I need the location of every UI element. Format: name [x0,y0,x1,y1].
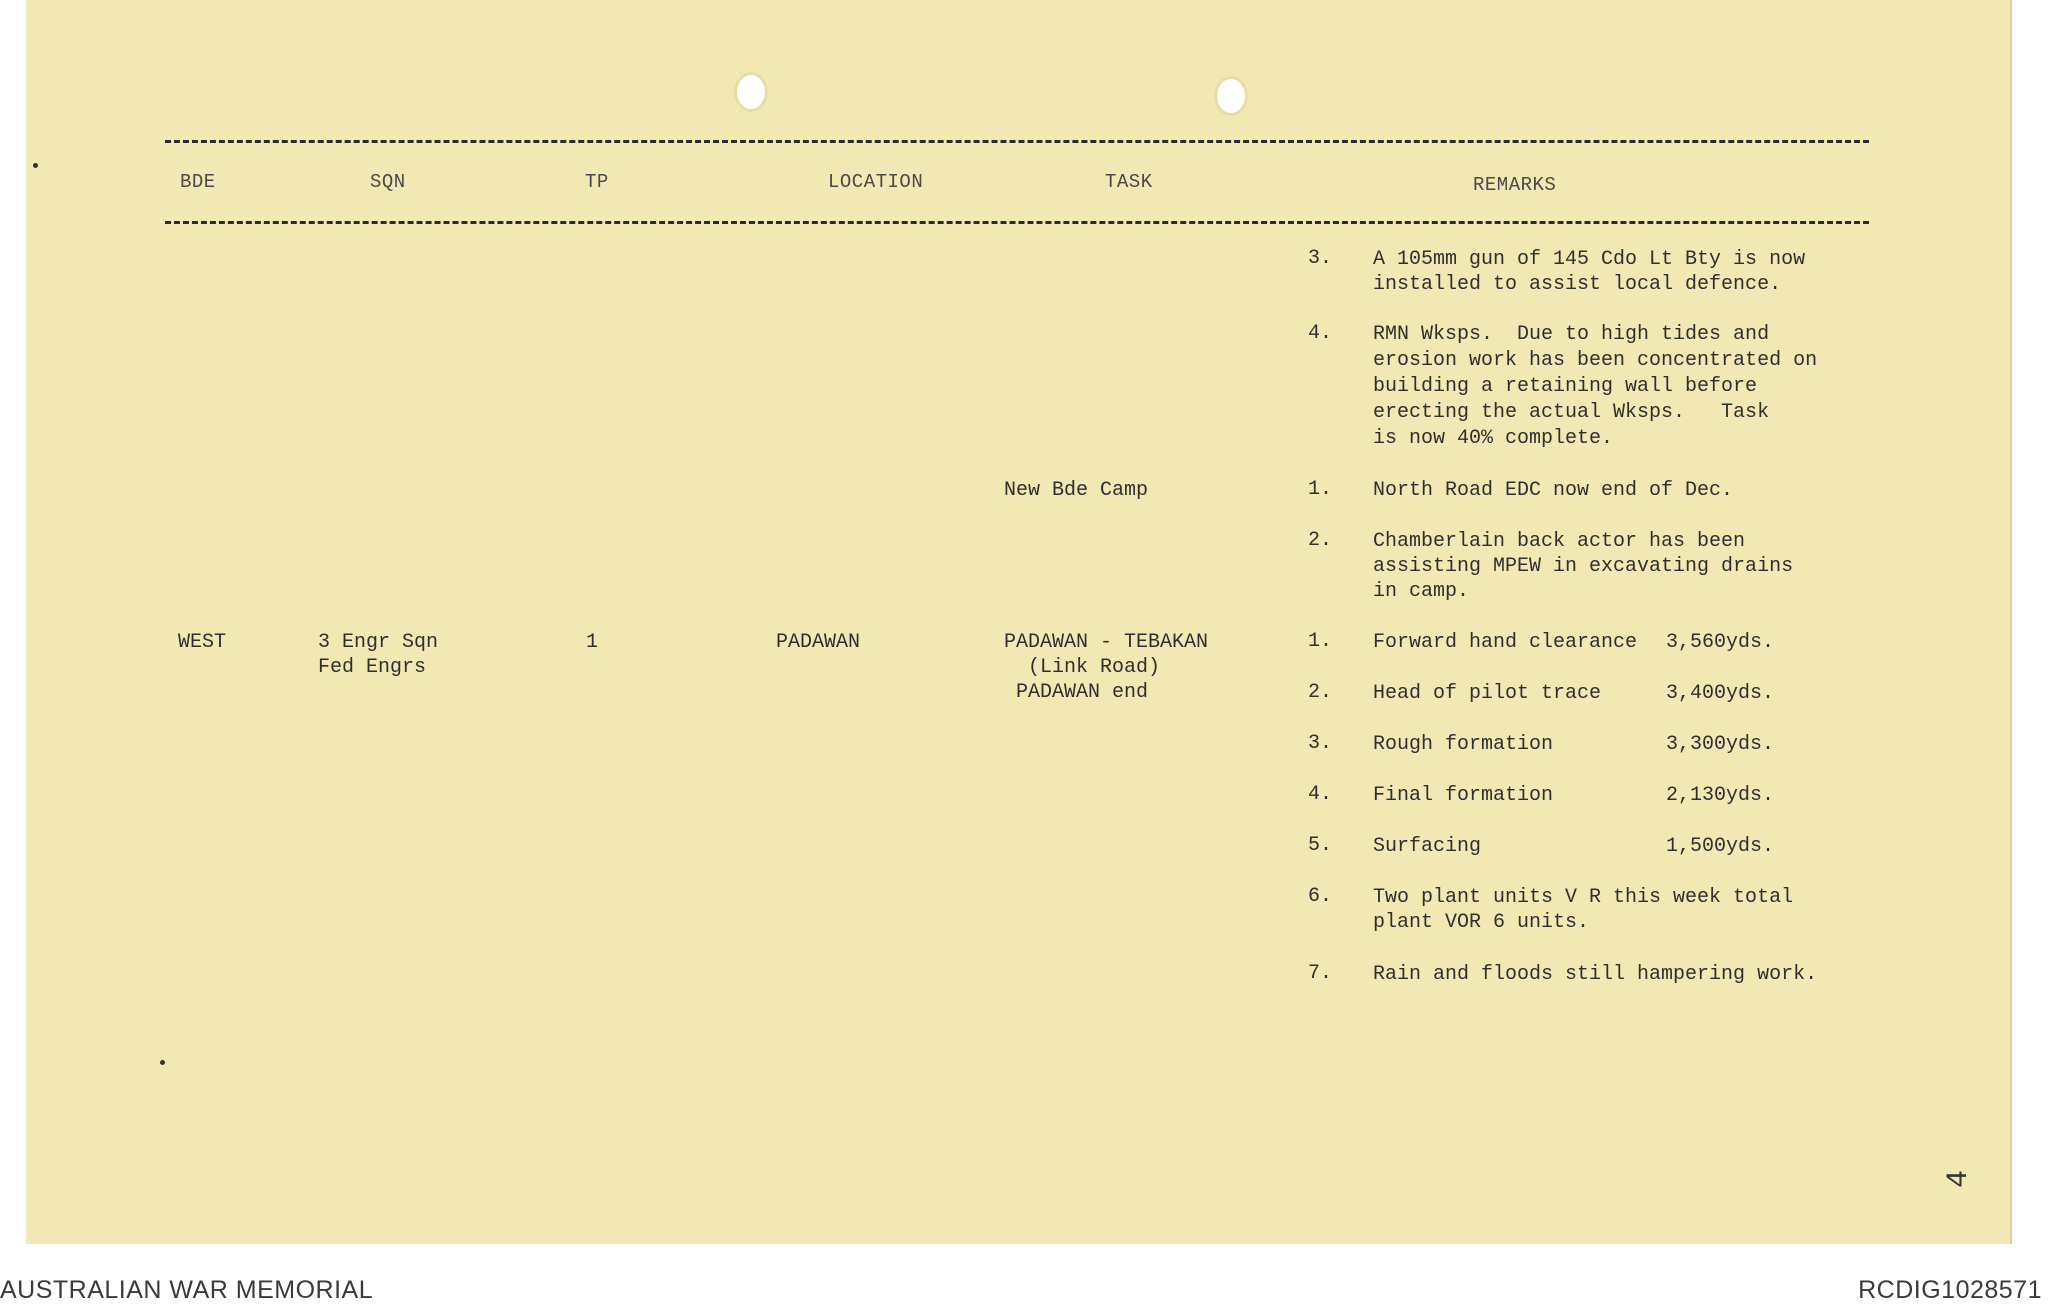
ink-speck [33,163,38,168]
remark-text: Rain and floods still hampering work. [1373,963,1818,986]
task-cell: PADAWAN - TEBAKAN (Link Road) PADAWAN end [1004,631,1209,704]
footer-right: RCDIG1028571 [1858,1276,2042,1304]
remark-text: Two plant units V R this week total plant VOR 6 units. [1373,886,1794,934]
bde-cell: WEST [178,631,227,654]
remark-number: 6. [1308,885,1333,908]
punch-hole-right [1214,76,1248,116]
tp-cell: 1 [586,631,599,654]
page-number: 4 [1942,1169,1977,1189]
document-page [26,0,2012,1244]
footer-left: AUSTRALIAN WAR MEMORIAL [0,1276,374,1304]
remark-number: 1. [1308,478,1333,501]
remark-value: 3,400yds. [1666,682,1775,705]
task-cell: New Bde Camp [1004,479,1149,502]
remark-number: 5. [1308,834,1333,857]
remark-text: RMN Wksps. Due to high tides and erosion work has been concentrated on building a retaining wall before erecting the actual Wksps. Task is now 40% complete. [1373,323,1818,450]
header-tp: TP [585,171,609,193]
remark-value: 1,500yds. [1666,835,1775,858]
remark-value: 3,560yds. [1666,631,1775,654]
remark-text: North Road EDC now end of Dec. [1373,479,1734,502]
remark-number: 3. [1308,247,1333,270]
remark-number: 2. [1308,529,1333,552]
remark-text: Rough formation [1373,733,1554,756]
header-top-rule [165,140,1869,143]
header-sqn: SQN [370,171,406,193]
remark-number: 3. [1308,732,1333,755]
header-bottom-rule [165,221,1869,224]
remark-number: 4. [1308,322,1333,345]
remark-number: 1. [1308,630,1333,653]
remark-number: 7. [1308,962,1333,985]
remark-text: Head of pilot trace [1373,682,1602,705]
remark-text: Forward hand clearance [1373,631,1638,654]
remark-text: Final formation [1373,784,1554,807]
location-cell: PADAWAN [776,631,861,654]
ink-speck [160,1060,165,1065]
remark-number: 2. [1308,681,1333,704]
remark-value: 3,300yds. [1666,733,1775,756]
punch-hole-left [734,72,768,112]
header-location: LOCATION [828,171,924,193]
remark-value: 2,130yds. [1666,784,1775,807]
header-remarks: REMARKS [1473,174,1557,196]
remark-text: Surfacing [1373,835,1482,858]
sqn-cell: 3 Engr Sqn Fed Engrs [318,631,439,679]
remark-text: A 105mm gun of 145 Cdo Lt Bty is now installed to assist local defence. [1373,248,1806,296]
header-task: TASK [1105,171,1153,193]
header-bde: BDE [180,171,216,193]
remark-number: 4. [1308,783,1333,806]
remark-text: Chamberlain back actor has been assisting MPEW in excavating drains in camp. [1373,530,1794,603]
